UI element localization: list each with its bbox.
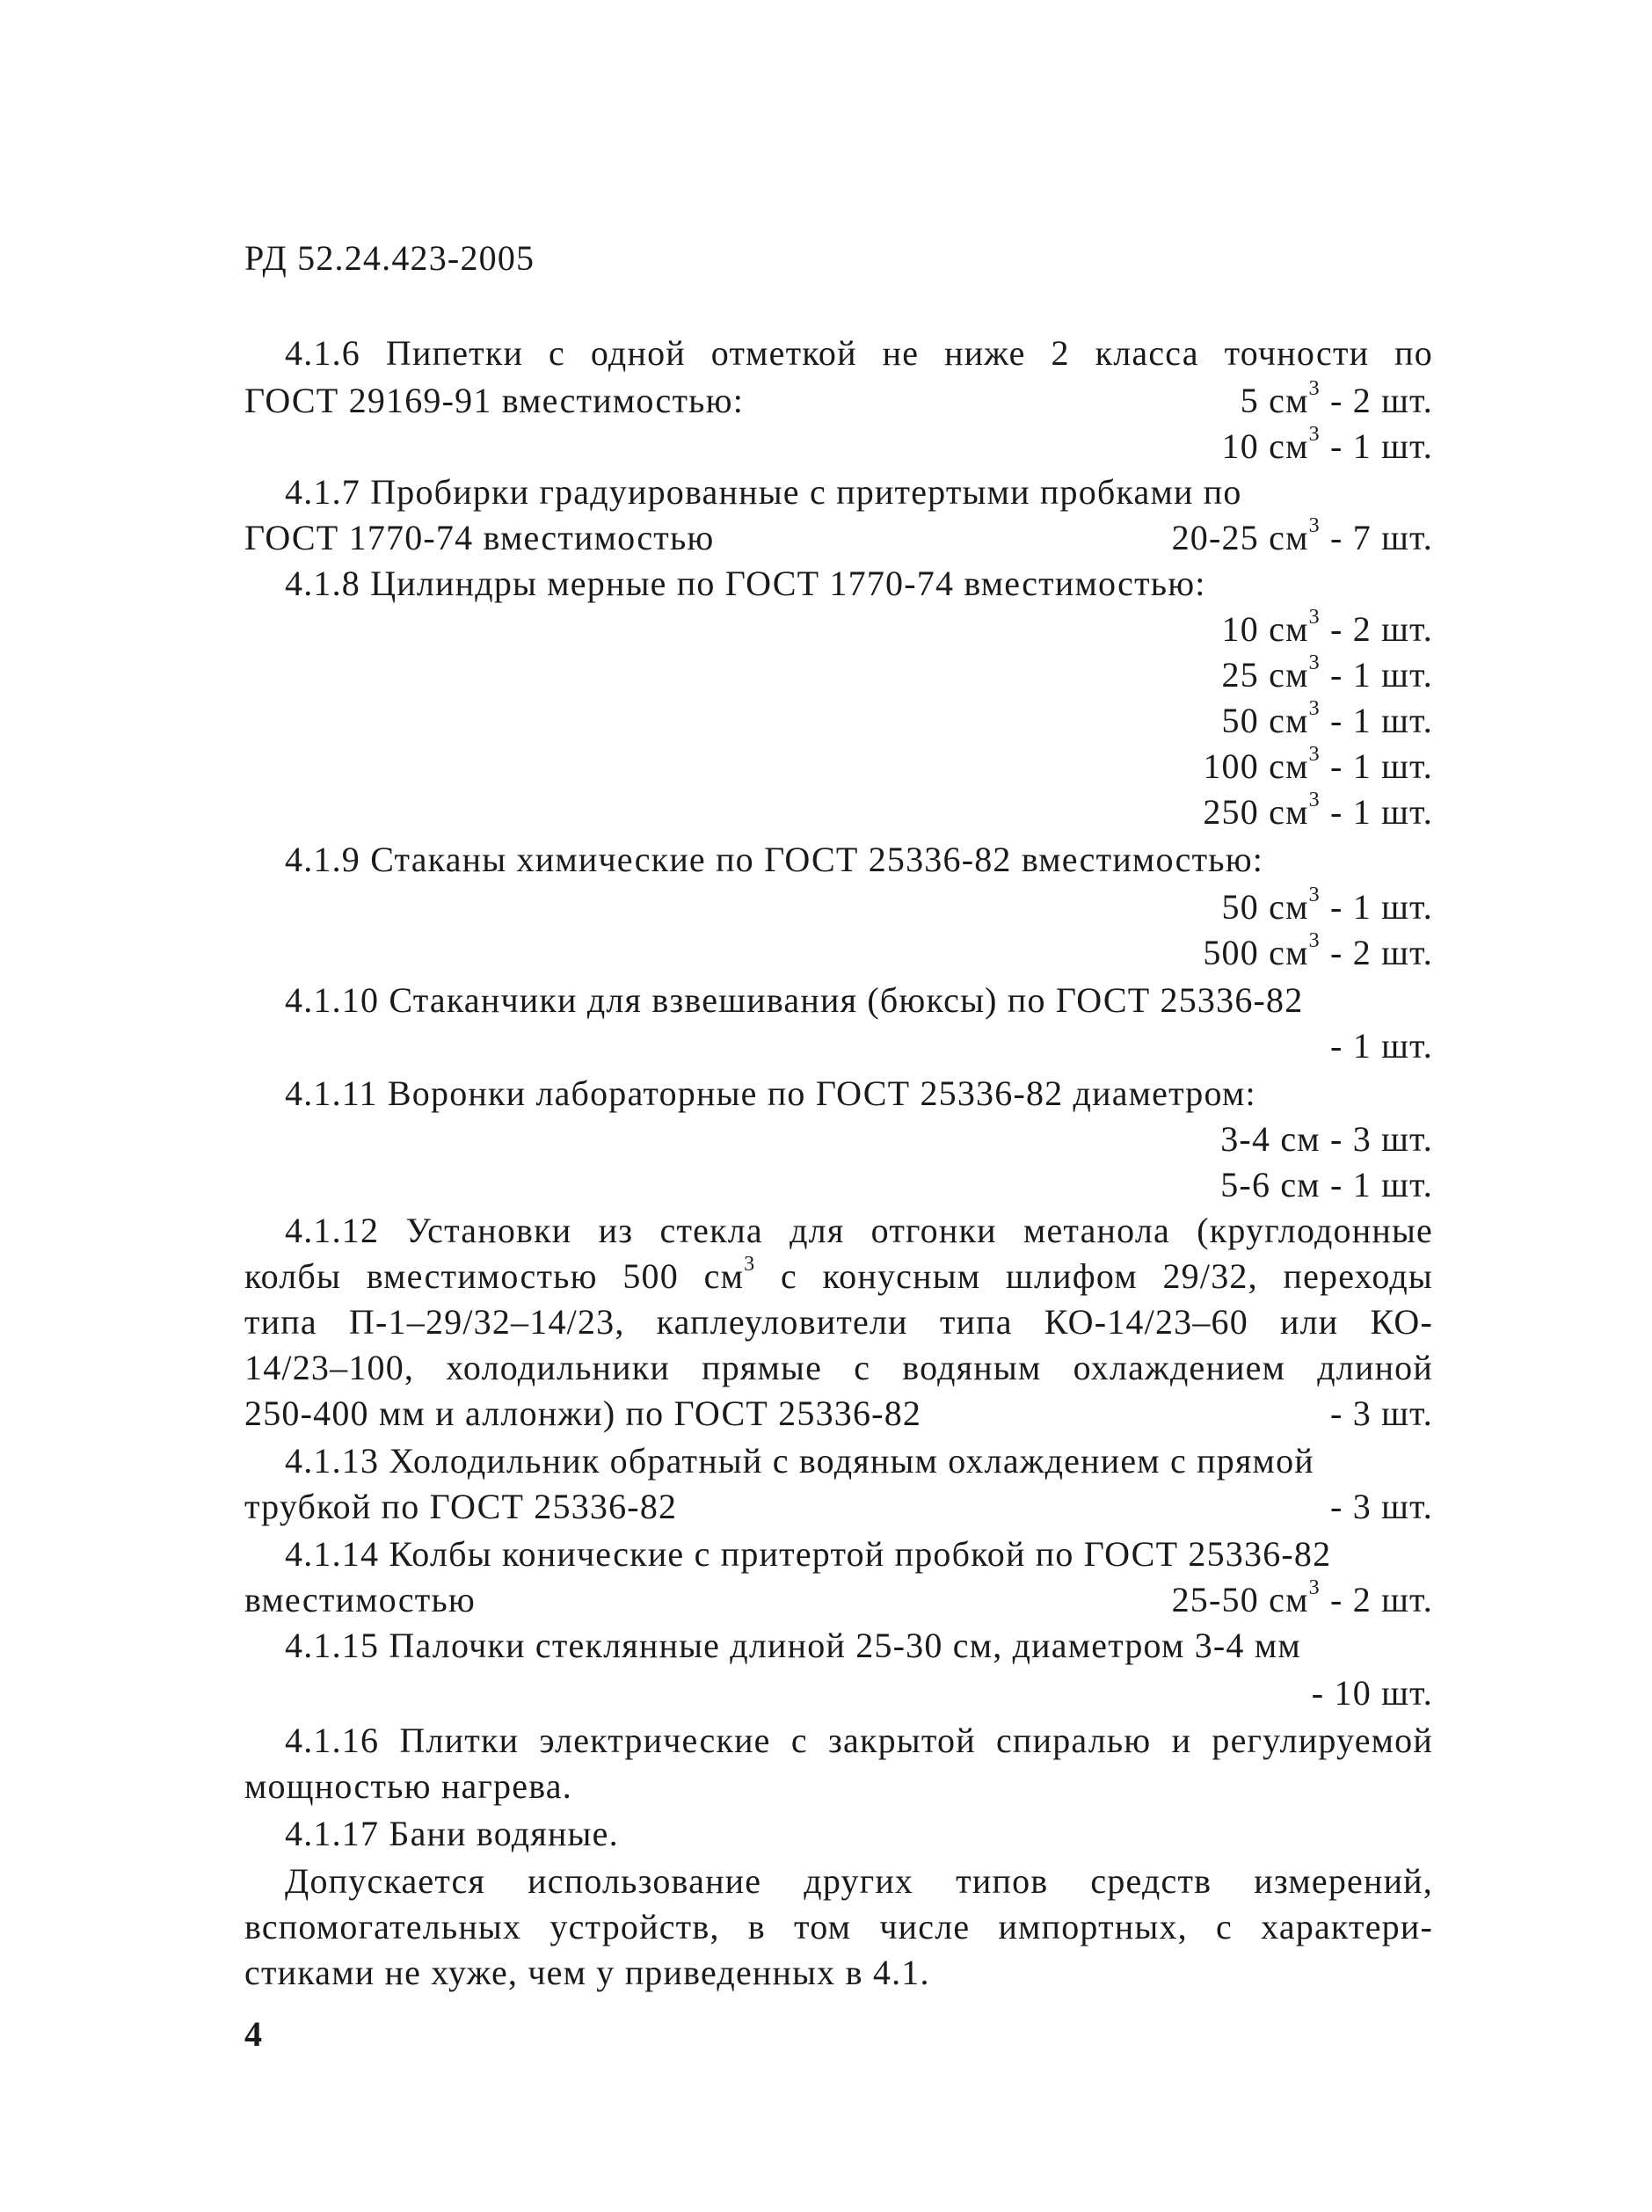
superscript: 3 [1308, 1575, 1321, 1599]
superscript: 3 [1308, 883, 1321, 906]
quantity: 20-25 $см^3 - 7$ шт. [1171, 513, 1433, 557]
quantity: 250 $см^3 - 1$ шт. [1203, 788, 1433, 832]
quantity: 3-4 см - 3 шт. [1220, 1119, 1433, 1159]
text-line: 4.1.11 Воронки лабораторные по ГОСТ 25336-82 диаметром: [285, 1073, 1256, 1113]
quantity: 25-50 $см^3 - 2$ шт. [1171, 1575, 1433, 1619]
text-line: Допускается использование других типов средств измерений, [285, 1861, 1433, 1901]
superscript: 3 [1308, 605, 1321, 629]
text-line: 4.1.13 Холодильник обратный с водяным охлаждением с прямой [285, 1441, 1314, 1481]
text-line [244, 515, 1433, 561]
quantity: 10 $см^3 - 1$ шт. [1221, 422, 1433, 466]
text-line: 4.1.6 Пипетки с одной отметкой не ниже 2 класса точности по [285, 333, 1433, 373]
page-number: 4 [244, 2014, 262, 2054]
text-line: 4.1.15 Палочки стеклянные длиной 25-30 см, диаметром 3-4 мм [285, 1626, 1301, 1665]
superscript: 3 [1308, 513, 1321, 537]
quantity: - 1 шт. [1330, 1026, 1433, 1066]
text-line: типа П-1–29/32–14/23, каплеуловители типа КО-14/23–60 или КО- [244, 1302, 1433, 1342]
text-line: 4.1.7 Пробирки градуированные с притертыми пробками по [285, 472, 1242, 512]
text-line: вспомогательных устройств, в том числе импортных, с характери- [244, 1907, 1433, 1946]
text-fragment: ГОСТ 29169-91 вместимостью: [244, 381, 745, 420]
quantity: 50 $см^3 - 1$ шт. [1221, 696, 1433, 740]
text-line [244, 1484, 1433, 1530]
quantity: 100 $см^3 - 1$ шт. [1203, 742, 1433, 786]
superscript: 3 [1308, 376, 1321, 400]
superscript: 3 [1308, 928, 1321, 952]
quantity: - 3 шт. [1330, 1487, 1433, 1526]
text-line: 4.1.12 Установки из стекла для отгонки метанола (круглодонные [285, 1211, 1433, 1250]
text-fragment: вместимостью [244, 1580, 476, 1619]
text-line: 4.1.16 Плитки электрические с закрытой спиралью и регулируемой [285, 1721, 1433, 1760]
quantity: 5-6 см - 1 шт. [1220, 1165, 1433, 1204]
text-fragment: 250-400 мм и аллонжи) по ГОСТ 25336-82 [244, 1393, 922, 1433]
text-line: колбы вместимостью 500 $см^3$ с конусным шлифом 29/32, переходы [244, 1252, 1433, 1296]
text-line: 4.1.10 Стаканчики для взвешивания (бюксы) по ГОСТ 25336-82 [285, 980, 1304, 1020]
superscript: 3 [1308, 422, 1321, 446]
quantity: - 3 шт. [1330, 1393, 1433, 1433]
superscript: 3 [1308, 742, 1321, 766]
text-line [244, 378, 1433, 424]
document-header: РД 52.24.423-2005 [244, 238, 535, 278]
quantity: 500 $см^3 - 2$ шт. [1203, 928, 1433, 972]
text-line: 14/23–100, холодильники прямые с водяным охлаждением длиной [244, 1348, 1433, 1387]
quantity: 25 $см^3 - 1$ шт. [1221, 651, 1433, 695]
quantity: 50 $см^3 - 1$ шт. [1221, 883, 1433, 927]
quantity: - 10 шт. [1311, 1673, 1433, 1713]
quantity: 5 $см^3 - 2$ шт. [1240, 376, 1433, 420]
text-line [244, 1391, 1433, 1437]
superscript: 3 [1308, 788, 1321, 811]
text-line: 4.1.8 Цилиндры мерные по ГОСТ 1770-74 вместимостью: [285, 564, 1206, 603]
quantity: 10 $см^3 - 2$ шт. [1221, 605, 1433, 649]
text-line: 4.1.14 Колбы конические с притертой пробкой по ГОСТ 25336-82 [285, 1534, 1332, 1574]
text-line: стиками не хуже, чем у приведенных в 4.1. [244, 1953, 930, 1992]
superscript: 3 [1308, 696, 1321, 720]
text-line: мощностью нагрева. [244, 1766, 572, 1806]
text-line: 4.1.17 Бани водяные. [285, 1814, 619, 1853]
text-fragment: трубкой по ГОСТ 25336-82 [244, 1487, 678, 1526]
superscript: 3 [744, 1252, 756, 1276]
text-fragment: ГОСТ 1770-74 вместимостью [244, 518, 715, 557]
superscript: 3 [1308, 651, 1321, 674]
text-line: 4.1.9 Стаканы химические по ГОСТ 25336-82 вместимостью: [285, 840, 1264, 879]
text-line [244, 1577, 1433, 1623]
